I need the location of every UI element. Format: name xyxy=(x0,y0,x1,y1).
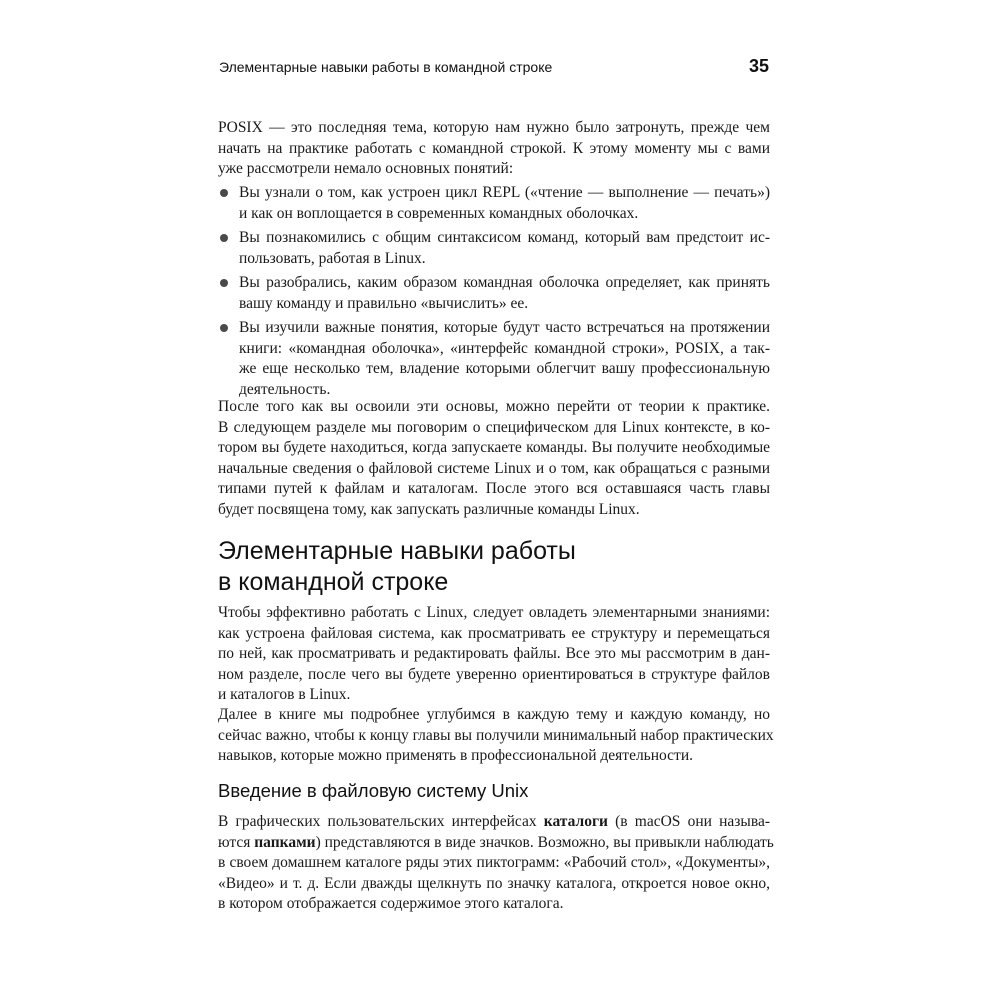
bullet-item xyxy=(218,228,770,269)
text-line: тором вы будете находиться, когда запускаете команды. Вы получите необходимые xyxy=(218,439,770,456)
intro-paragraph xyxy=(218,118,770,180)
text-line: начальные сведения о файловой системе Linux и о том, как обращаться с разными xyxy=(218,459,770,477)
running-title: Элементарные навыки работы в командной строке xyxy=(219,59,553,75)
transition-paragraph xyxy=(218,397,770,520)
text-line: ются папками) представляются в виде значков. Возможно, вы привыкли наблюдать xyxy=(218,833,774,851)
text-line: типами путей к файлам и каталогам. После этого вся оставшаяся часть главы xyxy=(218,480,770,497)
text-line: сейчас важно, чтобы к концу главы вы получили минимальный набор практических xyxy=(218,726,774,744)
text-line: по ней, как просматривать и редактировать файлы. Все это мы рассмотрим в дан- xyxy=(218,645,770,662)
text-line: В графических пользовательских интерфейсах каталоги (в macOS они называ- xyxy=(218,813,770,830)
text-line: навыков, которые можно применять в профессиональной деятельности. xyxy=(218,747,694,764)
text-line: «Видео» и т. д. Если дважды щелкнуть по значку каталога, откроется новое окно, xyxy=(218,874,770,892)
text-line: Вы узнали о том, как устроен цикл REPL («чтение — выполнение — печать») xyxy=(239,184,770,201)
text-line: POSIX — это последняя тема, которую нам нужно было затронуть, прежде чем xyxy=(218,119,770,136)
bullet-icon xyxy=(220,189,228,197)
section-paragraph-2 xyxy=(218,705,774,767)
text-line: Чтобы эффективно работать с Linux, следует овладеть элементарными знаниями: xyxy=(218,604,770,621)
text-line: и каталогов в Linux. xyxy=(218,686,351,703)
summary-bullet-list xyxy=(218,183,770,404)
text-line: Вы познакомились с общим синтаксисом команд, который вам предстоит ис- xyxy=(239,229,770,246)
section-heading-line: Элементарные навыки работы xyxy=(218,537,576,565)
section-heading xyxy=(218,536,770,598)
text-line: После того как вы освоили эти основы, можно перейти от теории к практике. xyxy=(218,398,770,415)
section-paragraph-1 xyxy=(218,603,770,706)
text-line: начать на практике работать с командной строкой. К этому моменту мы с вами xyxy=(218,139,770,157)
bullet-item xyxy=(218,318,770,400)
bullet-icon xyxy=(220,279,228,287)
section-heading-line: в командной строке xyxy=(218,568,449,596)
text-line: Вы разобрались, каким образом командная оболочка определяет, как принять xyxy=(239,274,770,291)
term-bold: папками xyxy=(254,833,316,851)
text-line: уже рассмотрели немало основных понятий: xyxy=(218,160,514,177)
text-line: вашу команду и правильно «вычислить» ее. xyxy=(239,294,529,312)
text-line: пользовать, работая в Linux. xyxy=(239,249,426,267)
text-line: Далее в книге мы подробнее углубимся в каждую тему и каждую команду, но xyxy=(218,706,770,723)
bullet-item xyxy=(218,183,770,224)
text-line: же еще несколько тем, владение которыми облегчит вашу профессиональную xyxy=(239,360,770,377)
subsection-paragraph xyxy=(218,812,774,915)
term-bold: каталоги xyxy=(543,813,608,830)
text-line: в котором отображается содержимое этого каталога. xyxy=(218,895,564,912)
text-line: В следующем разделе мы поговорим о специфическом для Linux контексте, в ко- xyxy=(218,418,770,436)
text-line: будет посвящена тому, как запускать различные команды Linux. xyxy=(218,500,640,518)
text-line: Вы изучили важные понятия, которые будут часто встречаться на протяжении xyxy=(239,319,770,336)
page-number: 35 xyxy=(748,56,769,76)
text-line: и как он воплощается в современных командных оболочках. xyxy=(239,204,639,222)
subsection-heading: Введение в файловую систему Unix xyxy=(218,780,529,801)
bullet-icon xyxy=(220,324,228,332)
text-line: ном разделе, после чего вы будете уверенно ориентироваться в структуре файлов xyxy=(218,665,770,683)
text-line: деятельность. xyxy=(239,380,331,398)
text-line: книги: «командная оболочка», «интерфейс командной строки», POSIX, а так- xyxy=(239,339,770,357)
text-line: в своем домашнем каталоге ряды этих пиктограмм: «Рабочий стол», «Документы», xyxy=(218,854,770,871)
bullet-item xyxy=(218,273,770,314)
running-header xyxy=(219,56,769,77)
text-line: как устроена файловая система, как просматривать ее структуру и перемещаться xyxy=(218,624,770,642)
bullet-icon xyxy=(220,234,228,242)
